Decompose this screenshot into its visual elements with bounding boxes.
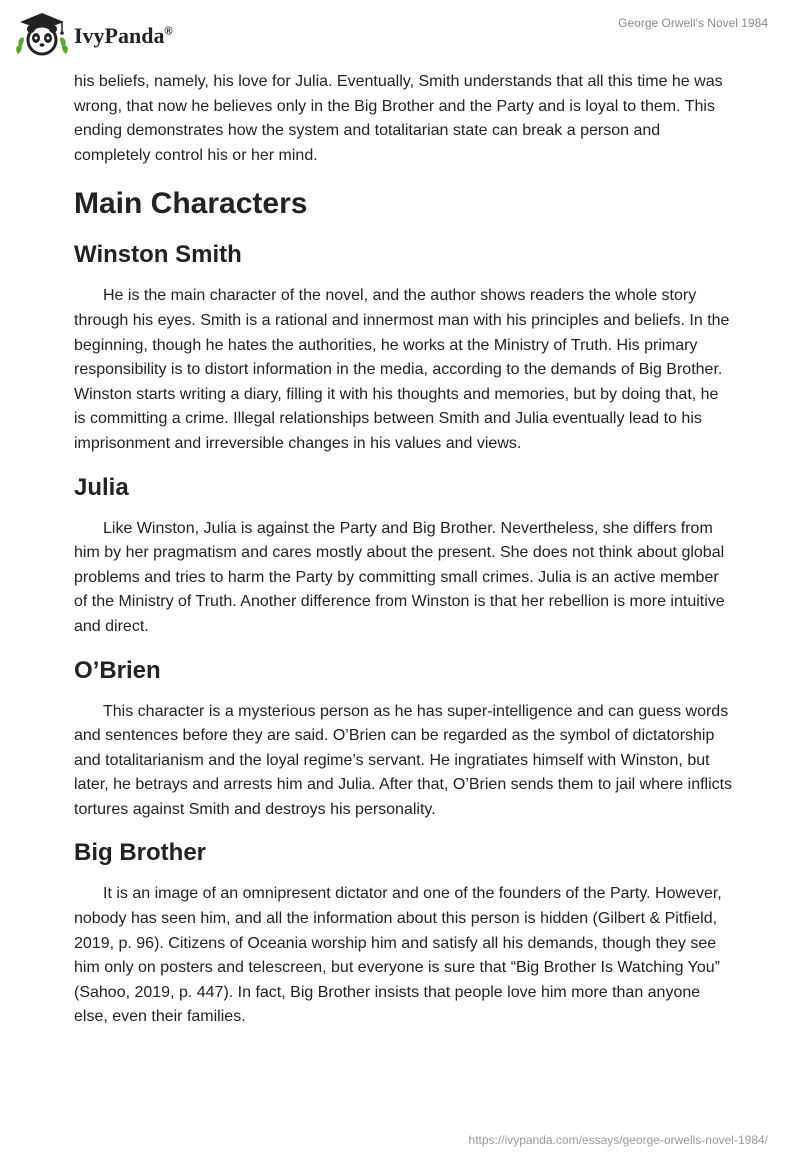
section-text-julia: Like Winston, Julia is against the Party and Big Brother. Nevertheless, she differs from him by her pragmatism and cares mostly about the present. She does not think about global problems and tries to harm the Party by committing small crimes. Julia is an active member of the Ministry of Truth. Another difference from Winston is that her rebellion is more intuitive and direct. [74, 519, 725, 635]
section-heading-obrien: O’Brien [74, 656, 161, 684]
document-title: George Orwell’s Novel 1984 [618, 16, 768, 30]
logo-text: IvyPanda® [74, 23, 173, 48]
source-url-link[interactable]: https://ivypanda.com/essays/george-orwells-novel-1984/ [468, 1133, 768, 1147]
section-heading-julia: Julia [74, 473, 129, 501]
section-text-big-brother: It is an image of an omnipresent dictator and one of the founders of the Party. However, nobody has seen him, and all the information about this person is hidden (Gilbert & Pitfield, 2019, p. 96). Citizens of Oceania worship him and satisfy all his demands, though they see him only on posters and telescreen, but everyone is sure that “Big Brother Is Watching You” (Sahoo, 2019, p. 447). In fact, Big Brother insists that people love him more than anyone else, even their families. [74, 885, 722, 1026]
section-text-winston: He is the main character of the novel, and the author shows readers the whole story through his eyes. Smith is a rational and innermost man with his principles and beliefs. In the beginning, though he hates the authorities, he works at the Ministry of Truth. His primary responsibility is to distort information in the media, according to the demands of Big Brother. Winston starts writing a diary, filling it with his thoughts and memories, but by doing that, he is committing a crime. Illegal relationships between Smith and Julia eventually lead to his imprisonment and irreversible changes in his values and views. [74, 287, 730, 452]
essay-content [74, 70, 734, 1040]
section-heading-big-brother: Big Brother [74, 839, 206, 867]
panda-graduate-icon [14, 8, 72, 60]
page-header [0, 0, 800, 66]
intro-paragraph: his beliefs, namely, his love for Julia. Eventually, Smith understands that all this time he was wrong, that now he believes only in the Big Brother and the Party and is loyal to them. This ending demonstrates how the system and totalitarian state can break a person and completely control his or her mind. [74, 73, 723, 164]
section-heading-winston: Winston Smith [74, 241, 242, 269]
section-text-obrien: This character is a mysterious person as he has super-intelligence and can guess words and sentences before they are said. O’Brien can be regarded as the symbol of dictatorship and totalitarianism and the loyal regime’s servant. He ingratiates himself with Winston, but later, he betrays and arrests him and Julia. After that, O’Brien sends them to jail where inflicts tortures against Smith and destroys his personality. [74, 702, 733, 818]
main-heading: Main Characters [74, 187, 308, 221]
logo[interactable] [14, 8, 173, 60]
